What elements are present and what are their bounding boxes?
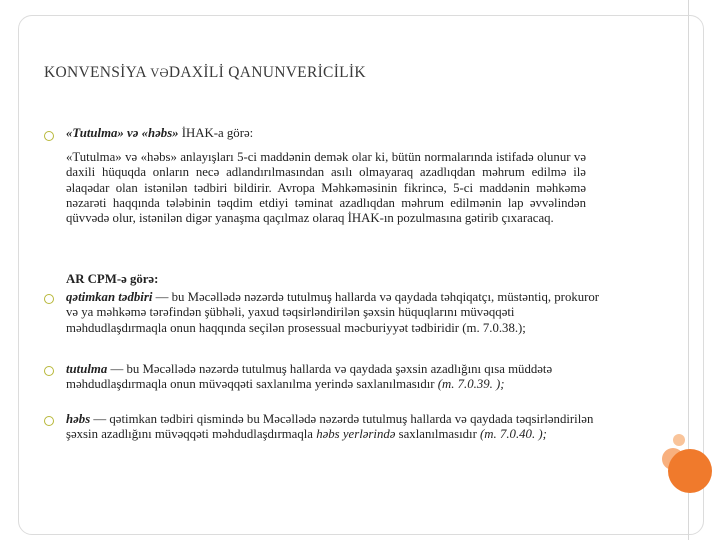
decor-dot-small	[673, 434, 685, 446]
bullet-icon	[44, 416, 54, 426]
title-part1: KONVENSİYA	[44, 64, 151, 81]
p2-item-3	[66, 412, 606, 443]
p2-item-2-term: tutulma	[66, 362, 108, 376]
p2-item-3-text2: saxlanılmasıdır	[395, 427, 481, 442]
p2-item-3-text: — qətimkan tədbiri qismində bu Məcəllədə nəzərdə tutulmuş hallarda və qaydada təqsirləndirilən şəxsin azadlığını müvəqqəti məhdudlaşdırmaqla	[66, 412, 594, 442]
bullet-icon	[44, 366, 54, 376]
p2-item-1	[66, 290, 606, 336]
p1-heading-rest: İHAK-a görə:	[181, 126, 254, 140]
title-part2: VƏ	[150, 66, 169, 80]
slide-title	[44, 64, 366, 82]
p2-item-3-ref: (m. 7.0.40. );	[480, 427, 547, 442]
p2-item-1-text: — bu Məcəllədə nəzərdə tutulmuş hallarda və qaydada təhqiqatçı, müstəntiq, prokuror və ya məhkəmə tərəfindən şübhəli, yaxud təqsirləndirilən şəxsin hüquqlarını müvəqqəti məhdudlaşdırmaqla onun haqqında seçilən prosessual məcburiyyət tədbiridir (m. 7.0.38.);	[66, 290, 600, 335]
bullet-icon	[44, 294, 54, 304]
p2-item-2-ref: (m. 7.0.39. );	[437, 377, 505, 392]
p2-item-1-term: qətimkan tədbiri	[66, 290, 153, 304]
p1-heading-term: «Tutulma» və «həbs»	[66, 126, 182, 140]
p1-heading	[66, 126, 666, 141]
p2-item-2	[66, 362, 606, 393]
p1-body: «Tutulma» və «həbs» anlayışları 5-ci maddənin demək olar ki, bütün normalarında istifadə olunur və daxili hüquqda onların necə adlandırılmasından asılı olmayaraq azadlıqdan məhrum edilmə ilə əlaqədar olan istənilən tədbiri bildirir. Avropa Məhkəməsinin fikrincə, 5-ci maddənin məhkəmə nəzarəti haqqında tələbinin təqdim etdiyi təminat azadlıqdan məhrum edilmənin lap əvvəlindən qüvvədə olur, istənilən digər yanaşma qaçılmaz olaraq İHAK-ın pozulmasına gətirib çıxaracaq.	[66, 150, 586, 226]
p2-item-3-term: həbs	[66, 412, 91, 426]
title-part3: DAXİLİ QANUNVERİCİLİK	[168, 64, 366, 81]
p2-item-3-italic: həbs yerlərində	[316, 427, 396, 442]
p2-item-2-text: — bu Məcəllədə nəzərdə tutulmuş hallarda və qaydada şəxsin azadlığını qısa müddətə məhdudlaşdırmaqla onun müvəqqəti saxlanılma yerində saxlanılmasıdır	[66, 362, 553, 392]
p2-heading: AR CPM-ə görə:	[66, 272, 159, 286]
bullet-icon	[44, 131, 54, 141]
decor-dot-large	[668, 449, 712, 493]
